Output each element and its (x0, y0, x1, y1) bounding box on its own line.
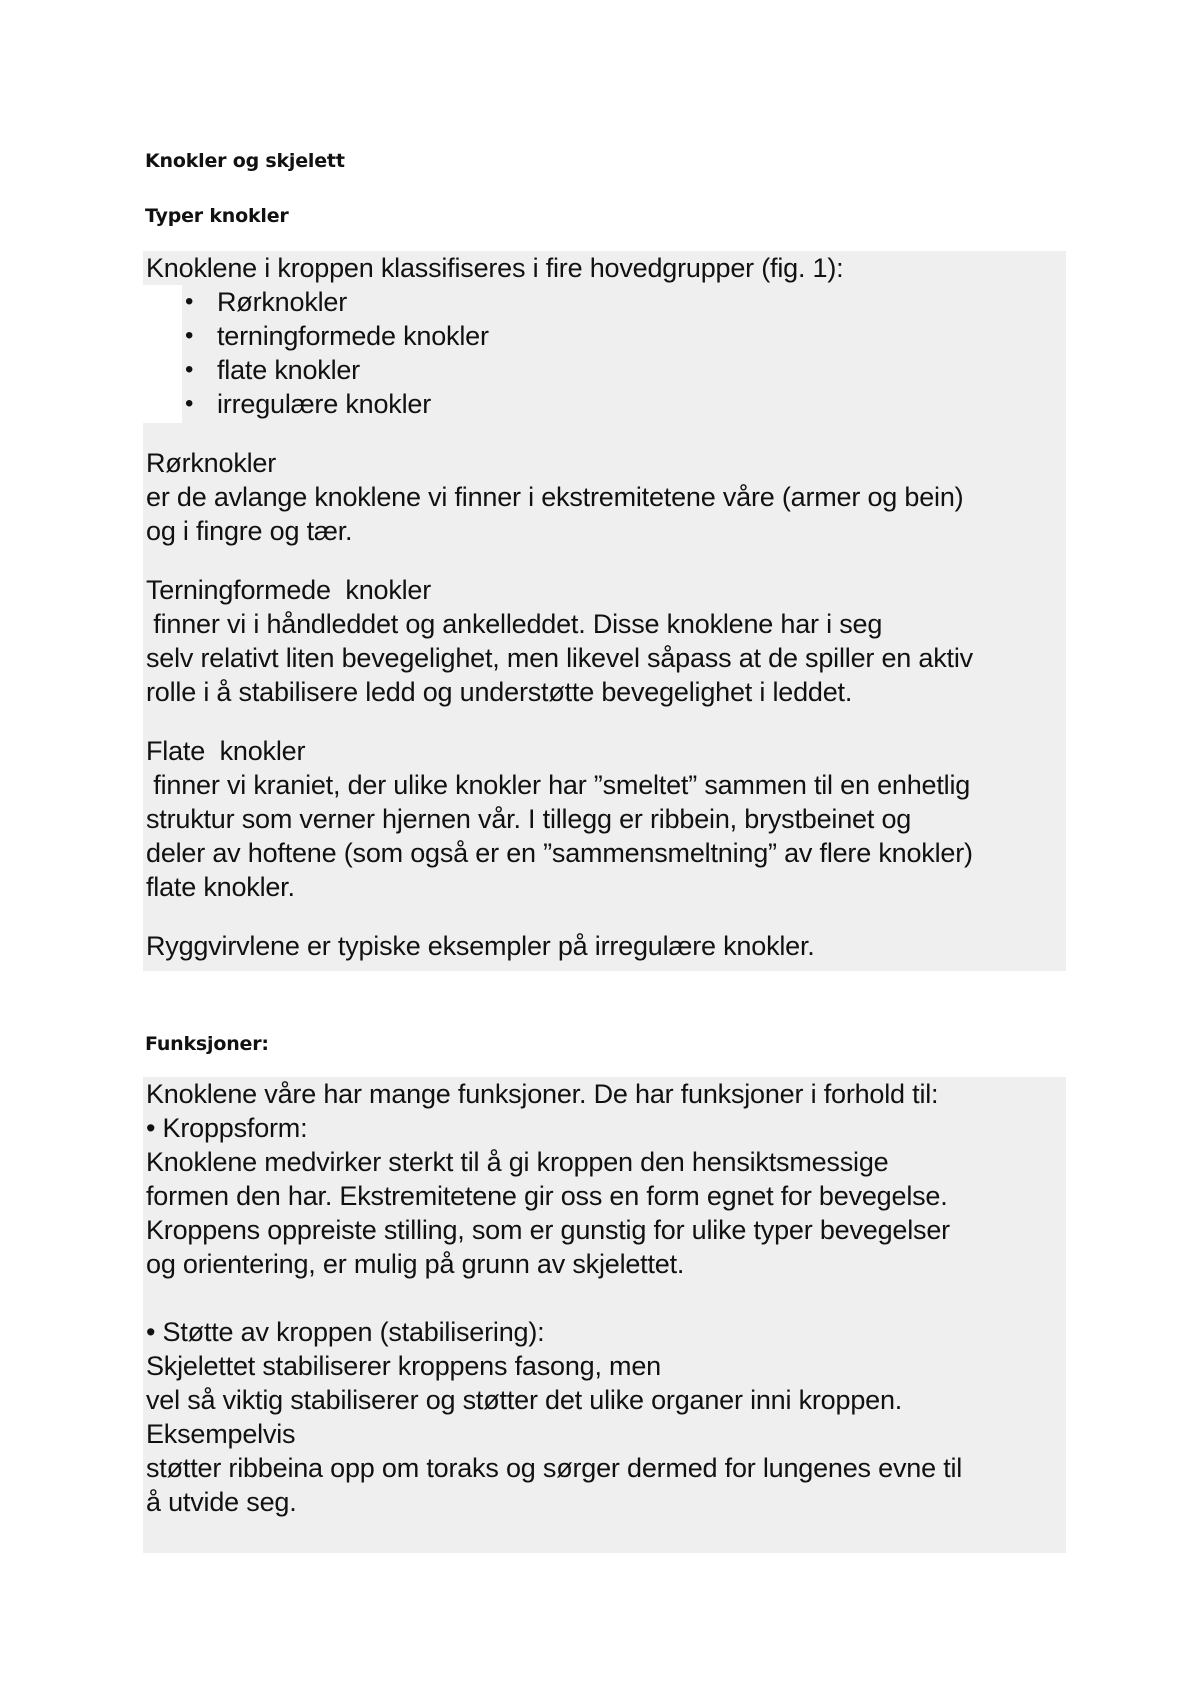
list-item-label: flate knokler (217, 355, 360, 385)
flate-line: struktur som verner hjernen vår. I tillegg er ribbein, brystbeinet og (146, 804, 912, 834)
irregular-line: Ryggvirvlene er typiske eksempler på irregulære knokler. (146, 931, 815, 961)
stotte-line: Skjelettet stabiliserer kroppens fasong, men (146, 1351, 661, 1381)
list-item-terningformede (179, 319, 1063, 353)
rorknokler-line: og i fingre og tær. (146, 516, 353, 546)
list-item-irregulaere (179, 387, 1063, 421)
kroppsform-line: Knoklene medvirker sterkt til å gi kroppen den hensiktsmessige (146, 1147, 889, 1177)
list-item-label: Rørknokler (217, 287, 348, 317)
flate-title: Flate knokler (146, 736, 306, 766)
bullet-icon: • (185, 322, 194, 349)
functions-text-block (143, 1077, 1066, 1553)
terning-line: finner vi i håndleddet og ankelleddet. Disse knoklene har i seg (146, 609, 883, 639)
section-heading-functions: Funksjoner: (145, 1033, 269, 1055)
list-item-label: irregulære knokler (217, 389, 431, 419)
blank-line (146, 1281, 1066, 1315)
document-title: Knokler og skjelett (145, 150, 345, 172)
flate-line: flate knokler. (146, 872, 295, 902)
flate-line: finner vi kraniet, der ulike knokler har ”smeltet” sammen til en enhetlig (146, 770, 971, 800)
types-intro: Knoklene i kroppen klassifiseres i fire hovedgrupper (fig. 1): (146, 253, 844, 283)
list-item-label: terningformede knokler (217, 321, 489, 351)
bone-types-list-wrap (146, 285, 1066, 421)
section-heading-types: Typer knokler (145, 205, 289, 227)
kroppsform-line: formen den har. Ekstremitetene gir oss en form egnet for bevegelse. (146, 1181, 948, 1211)
functions-intro: Knoklene våre har mange funksjoner. De har funksjoner i forhold til: (146, 1079, 939, 1109)
types-text-block (143, 251, 1066, 971)
stotte-line: vel så viktig stabiliserer og støtter det ulike organer inni kroppen. (146, 1385, 903, 1415)
stotte-title: • Støtte av kroppen (stabilisering): (146, 1317, 545, 1347)
bullet-icon: • (185, 288, 194, 315)
terning-title: Terningformede knokler (146, 575, 432, 605)
kroppsform-line: og orientering, er mulig på grunn av skjelettet. (146, 1249, 685, 1279)
rorknokler-title: Rørknokler (146, 448, 277, 478)
bone-types-list (179, 285, 1063, 421)
kroppsform-line: Kroppens oppreiste stilling, som er gunstig for ulike typer bevegelser (146, 1215, 950, 1245)
list-item-rorknokler (179, 285, 1063, 319)
flate-line: deler av hoftene (som også er en ”sammensmeltning” av flere knokler) (146, 838, 973, 868)
terning-line: rolle i å stabilisere ledd og understøtte bevegelighet i leddet. (146, 677, 853, 707)
bullet-icon: • (185, 390, 194, 417)
list-indent-margin (143, 285, 182, 423)
terning-line: selv relativt liten bevegelighet, men likevel såpass at de spiller en aktiv (146, 643, 973, 673)
kroppsform-title: • Kroppsform: (146, 1113, 308, 1143)
stotte-line: Eksempelvis (146, 1419, 296, 1449)
stotte-line: støtter ribbeina opp om toraks og sørger dermed for lungenes evne til (146, 1453, 963, 1483)
bullet-icon: • (185, 356, 194, 383)
rorknokler-line: er de avlange knoklene vi finner i ekstremitetene våre (armer og bein) (146, 482, 964, 512)
stotte-line: å utvide seg. (146, 1487, 297, 1517)
list-item-flate (179, 353, 1063, 387)
